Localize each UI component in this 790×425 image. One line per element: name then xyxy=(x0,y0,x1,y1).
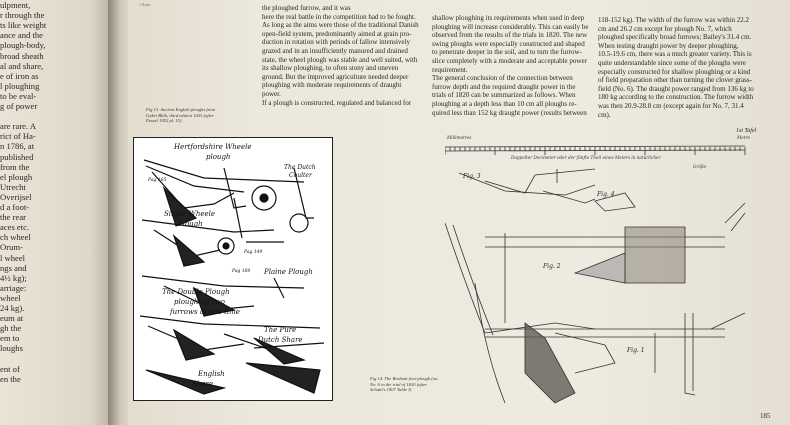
label-pure-dutch-2: Dutch Share xyxy=(258,336,303,344)
left-page-line: are rare. A xyxy=(0,121,37,132)
woodcut-ancient-english-ploughs xyxy=(133,137,333,401)
left-page xyxy=(0,0,112,425)
right-col2-line: 118-152 kg). The width of the furrow was within 22.2 xyxy=(598,16,750,24)
left-page-line: n 1786, at xyxy=(0,141,35,152)
center-text-line: grazed and in an insufficiently manured and drained xyxy=(262,47,408,55)
right-col1-line: observed from the results of the trials in 1820. The new xyxy=(432,31,588,40)
fig13-caption-line: Gabri Blith, third edition 1653 (after xyxy=(146,112,214,118)
center-text-line: here the real battle in the competition had to be fought. xyxy=(262,12,416,21)
fig14-caption-line: Fig 14. The Brabant foot-plough (no. xyxy=(370,376,439,381)
label-single-wheele: Single Wheele xyxy=(164,210,215,218)
label-english-share: English xyxy=(198,370,225,378)
center-text-line: ground. But the improved agriculture needed deeper xyxy=(262,72,409,81)
left-page-line: 24 kg). xyxy=(0,303,25,313)
left-page-line: ance and the xyxy=(0,30,43,41)
left-page-line: plough-body, xyxy=(0,40,46,51)
right-col1-line: shallow ploughing its requirements when used in deep xyxy=(432,14,585,22)
left-page-line: aces etc. xyxy=(0,222,30,233)
left-page-line: ent of xyxy=(0,363,20,374)
right-col2-line: of field preparation other than turning the clover grass- xyxy=(598,76,752,85)
engraving-brabant-plough xyxy=(445,133,765,413)
left-page-line: l ploughing xyxy=(0,80,40,91)
left-page-line: arriage: xyxy=(0,282,27,293)
running-head: 1 Runs xyxy=(139,2,151,7)
left-page-line: gh the xyxy=(0,323,22,334)
right-col2-line: field (No. 6). The draught power ranged from 136 kg to xyxy=(598,84,754,93)
fig14-caption-line: Schiøtt's 1807 Table I). xyxy=(370,387,413,393)
label-double-plough-3: furrows at one time xyxy=(170,308,240,316)
label-plaine-plough: Plaine Plough xyxy=(264,268,313,276)
left-page-line: e of iron as xyxy=(0,70,39,81)
left-page-line: Orum- xyxy=(0,242,23,253)
scale-caption-2: Größe xyxy=(693,164,707,169)
left-page-line: ulpment, xyxy=(0,0,31,10)
label-double-plough: The Double Plough xyxy=(162,288,230,296)
label-pag-2: Pag 149 xyxy=(244,250,263,255)
left-page-line: ts like weight xyxy=(0,20,47,31)
left-page-line: r through the xyxy=(0,10,45,21)
left-page-line: l wheel xyxy=(0,252,26,263)
right-col2-line: ploughed specifically broad furrows; Bailey's 31.4 cm. xyxy=(598,33,752,42)
fig13-caption-line: Fussel 1952 pl. 15) xyxy=(146,118,182,124)
left-page-line: al and share, xyxy=(0,60,44,71)
label-dutch-coulter-2: Coulter xyxy=(289,172,312,179)
left-page-line: broad sheath xyxy=(0,50,44,61)
scale-metre: Metre xyxy=(737,135,750,140)
fig-2-label: Fig. 2 xyxy=(543,263,561,270)
label-pag-1: Pag 165 xyxy=(148,178,167,183)
left-page-line: to be eval- xyxy=(0,90,37,101)
left-page-line: published xyxy=(0,151,34,162)
label-english-share-2: Share xyxy=(192,380,213,388)
left-page-line: en the xyxy=(0,373,21,384)
right-col1-line: ploughing at a depth less than 10 cm all ploughs re- xyxy=(432,100,577,108)
center-text-line: ploughing with moderate requirements of draught xyxy=(262,81,402,90)
left-page-line: eum at xyxy=(0,313,24,324)
right-col1-line: slice completely with a moderate and acceptable power xyxy=(432,57,587,65)
center-text-line: duction in rotation with periods of fallow intensively xyxy=(262,38,410,47)
left-page-line: 4½ kg); xyxy=(0,272,27,283)
center-text-line: state, the wheel plough was stable and well suited, with xyxy=(262,55,418,64)
center-text-line: If a plough is constructed, regulated and balanced for xyxy=(262,98,412,107)
left-page-line: Overijsel xyxy=(0,191,32,202)
left-page-line: loughs xyxy=(0,343,23,354)
fig-4-label: Fig. 4 xyxy=(597,191,615,198)
left-page-line: em to xyxy=(0,333,20,344)
right-col1-line: ploughing will increase considerably. This can easily be xyxy=(432,22,589,31)
table-label: 1st Tafel xyxy=(736,128,757,134)
right-col1-line: swing ploughs were especially constructed and shaped xyxy=(432,39,585,48)
left-page-line: ch wheel xyxy=(0,232,31,243)
fig-1-label: Fig. 1 xyxy=(627,347,645,354)
label-dutch-coulter: The Dutch xyxy=(284,164,316,171)
right-col1-line: The general conclusion of the connection between xyxy=(432,74,573,83)
label-hertfordshire: Hertfordshire Wheele xyxy=(174,143,252,151)
right-col2-line: cm and 26.2 cm except for plough No. 7, which xyxy=(598,24,732,33)
right-col2-line: quite understandable since some of the ploughs were xyxy=(598,59,746,67)
left-page-line: d a foot- xyxy=(0,202,30,212)
right-col2-line: was then 20.9-28.8 cm (except again for No. 7, 31.4 xyxy=(598,102,744,110)
center-text-line: As long as the aims were those of the traditional Danish xyxy=(262,21,419,30)
label-pure-dutch: The Pure xyxy=(264,326,297,334)
left-page-line: Utrecht xyxy=(0,181,26,192)
right-col2-line: cm). xyxy=(598,110,611,119)
center-text-line: its shallow ploughing, to often stony and uneven xyxy=(262,64,399,73)
label-single-wheele-2: Plough xyxy=(178,220,203,228)
right-col1-line: quired less than 152 kg draught power (results between xyxy=(432,108,587,117)
left-page-line: rict of Ha- xyxy=(0,131,36,142)
fig-3-label: Fig. 3 xyxy=(463,173,481,180)
scale-caption: Doppelter Decimeter oder der fünfte Theil eines Meters in natürlicher xyxy=(511,155,661,160)
left-page-line: el plough xyxy=(0,171,33,182)
engraving-drawing xyxy=(445,133,765,413)
left-page-line: wheel xyxy=(0,292,21,303)
right-col2-line: especially constructed for shallow ploughing or a kind xyxy=(598,67,751,76)
label-hertfordshire-2: plough xyxy=(206,153,231,161)
page-number: 185 xyxy=(760,412,771,420)
left-page-line: ngs and xyxy=(0,262,27,273)
right-col1-line: requirement. xyxy=(432,65,468,74)
right-col1-line: to penetrate deeper in the soil, and to turn the furrow- xyxy=(432,48,582,57)
right-col1-line: furrow depth and the required draught power in the xyxy=(432,82,576,91)
left-page-line: the rear xyxy=(0,212,26,223)
right-col2-line: 10.5-19.6 cm, there was a much greater variety. This is xyxy=(598,50,752,59)
label-double-plough-2: ploughing two xyxy=(174,298,225,306)
right-col1-line: trials of 1820 can be summarized as follows. When xyxy=(432,91,576,100)
right-col2-line: 180 kg according to the construction. The furrow width xyxy=(598,93,754,102)
center-text-line: open-field system, predominantly aimed at grain pro- xyxy=(262,29,412,38)
center-text-line: power. xyxy=(262,90,281,98)
left-page-line: g of power xyxy=(0,101,38,111)
right-col2-line: When testing draught power by deeper ploughing, xyxy=(598,41,739,50)
fig14-caption-line: No. 6 in the trial of 1820 (after xyxy=(370,381,427,387)
label-pag-3: Pag 160 xyxy=(232,269,251,274)
fig13-caption-line: Fig 13. Ancient English ploughs from xyxy=(146,107,215,112)
scale-millimetres: Millimetres xyxy=(447,135,472,140)
center-text-line: the ploughed furrow, and it was xyxy=(262,4,351,12)
left-page-line: from the xyxy=(0,161,30,172)
